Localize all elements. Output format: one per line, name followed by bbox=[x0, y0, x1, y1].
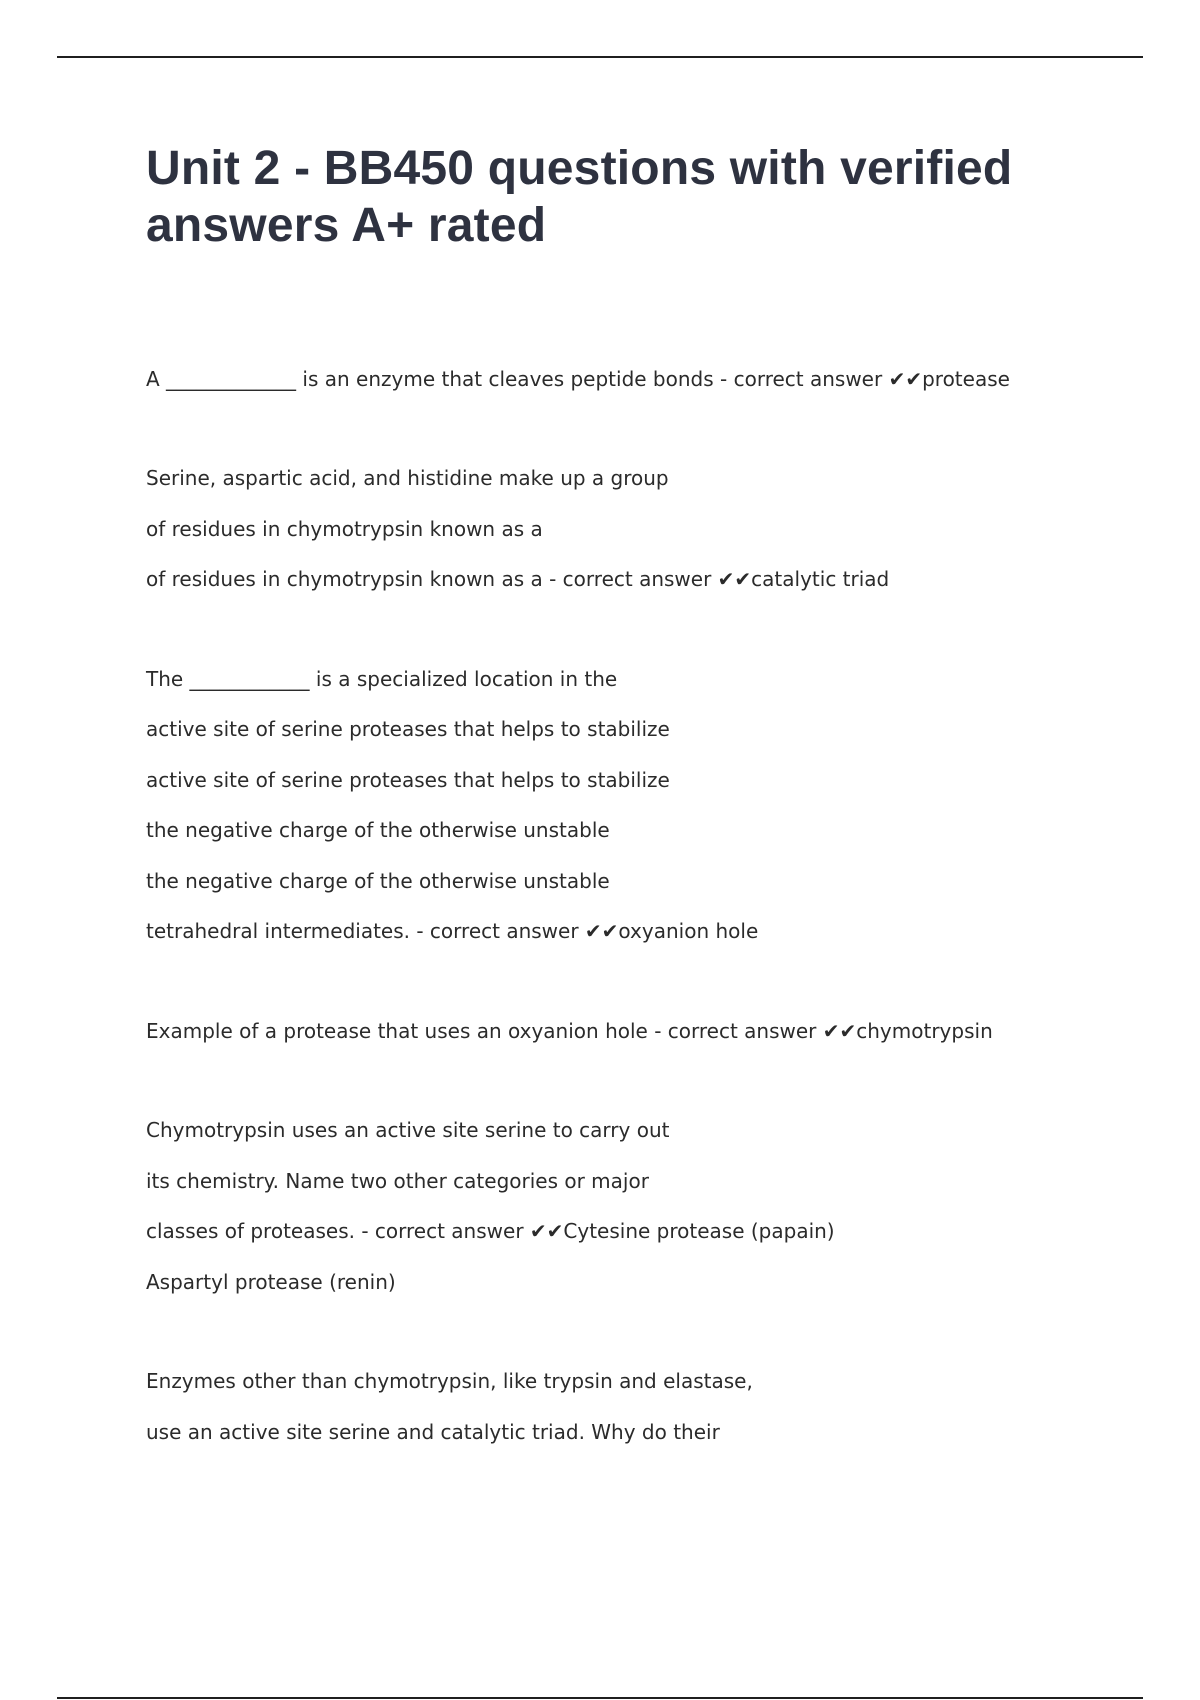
qa-item-oxyanion-hole bbox=[146, 654, 1066, 957]
qa-line: use an active site serine and catalytic triad. Why do their bbox=[146, 1419, 720, 1444]
qa-line: Serine, aspartic acid, and histidine make up a group bbox=[146, 466, 669, 490]
qa-line: active site of serine proteases that helps to stabilize bbox=[146, 717, 670, 741]
qa-line: classes of proteases. - correct answer ✔✔Cytesine protease (papain) bbox=[146, 1219, 835, 1243]
qa-item-protease-classes bbox=[146, 1105, 1066, 1307]
qa-line: of residues in chymotrypsin known as a bbox=[146, 516, 543, 541]
qa-line: Enzymes other than chymotrypsin, like trypsin and elastase, bbox=[146, 1369, 753, 1393]
qa-line: Example of a protease that uses an oxyanion hole - correct answer ✔✔chymotrypsin bbox=[146, 1018, 993, 1043]
top-rule bbox=[57, 56, 1143, 58]
qa-item-chymotrypsin bbox=[146, 1006, 1066, 1057]
qa-list bbox=[146, 354, 1066, 1457]
qa-line: Chymotrypsin uses an active site serine to carry out bbox=[146, 1118, 670, 1142]
qa-line: of residues in chymotrypsin known as a - correct answer ✔✔catalytic triad bbox=[146, 567, 890, 591]
qa-item-trypsin-elastase bbox=[146, 1356, 1066, 1457]
qa-line: the negative charge of the otherwise unstable bbox=[146, 868, 610, 893]
qa-line: tetrahedral intermediates. - correct answer ✔✔oxyanion hole bbox=[146, 919, 759, 943]
qa-line: the negative charge of the otherwise unstable bbox=[146, 818, 610, 842]
qa-line: its chemistry. Name two other categories or major bbox=[146, 1168, 649, 1193]
qa-line: A _____________ is an enzyme that cleaves peptide bonds - correct answer ✔✔protease bbox=[146, 367, 1010, 391]
qa-line: The ____________ is a specialized location in the bbox=[146, 666, 618, 691]
document-page bbox=[146, 140, 1066, 1506]
qa-line: Aspartyl protease (renin) bbox=[146, 1269, 396, 1294]
qa-item-catalytic-triad bbox=[146, 453, 1066, 605]
bottom-rule bbox=[57, 1697, 1143, 1699]
document-title: Unit 2 - BB450 questions with verified answers A+ rated bbox=[146, 142, 1013, 252]
qa-line: active site of serine proteases that helps to stabilize bbox=[146, 767, 670, 792]
qa-item-protease bbox=[146, 354, 1066, 404]
